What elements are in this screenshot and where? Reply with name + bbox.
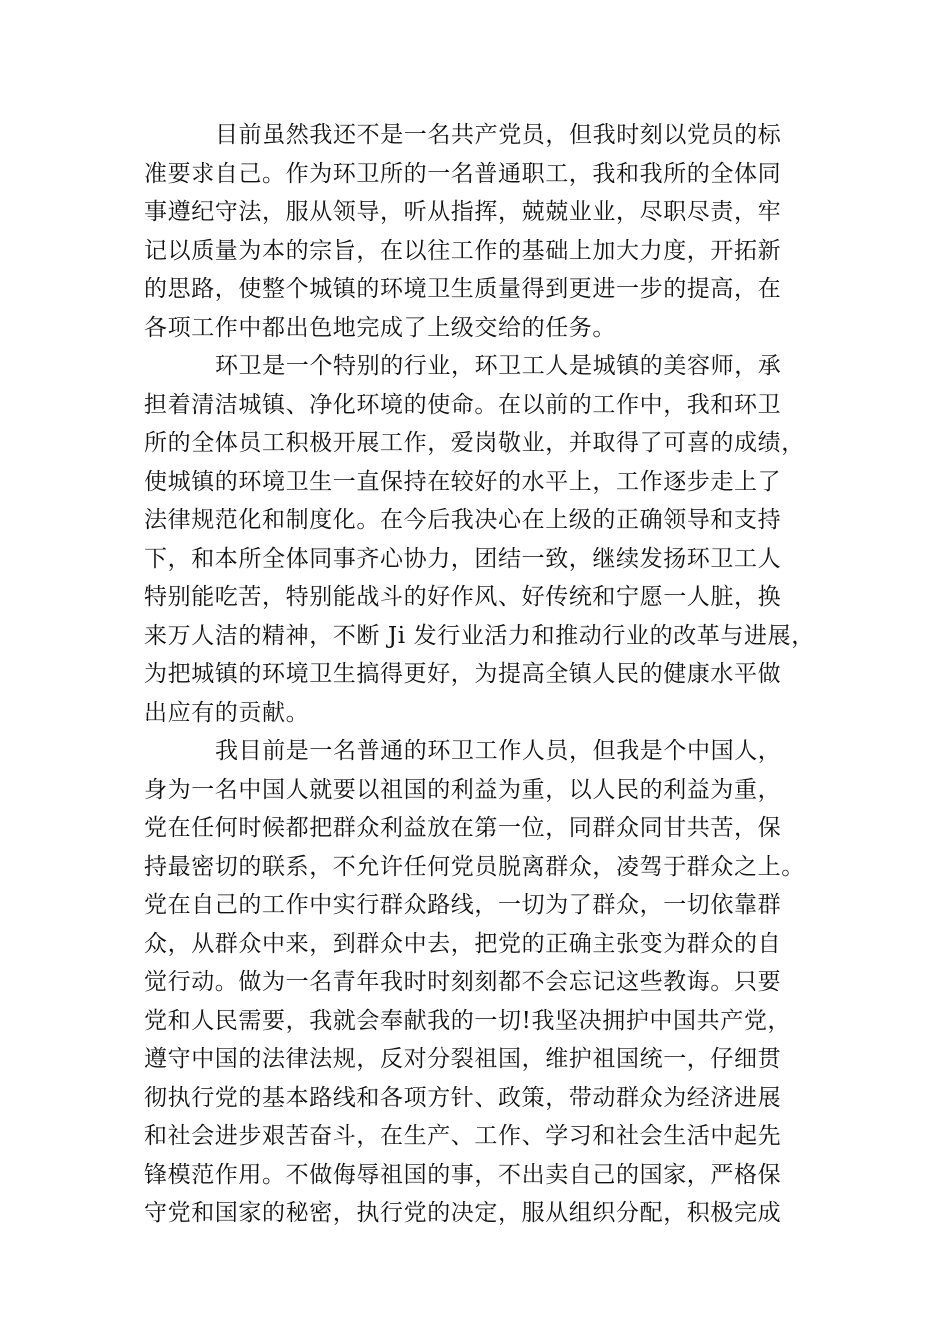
text-line: 党在任何时候都把群众利益放在第一位，同群众同甘共苦，保	[144, 815, 782, 841]
text-line: 记以质量为本的宗旨，在以往工作的基础上加大力度，开拓新	[144, 237, 782, 264]
text-line: 党和人民需要，我就会奉献我的一切!我坚决拥护中国共产党，	[144, 1007, 792, 1034]
text-line: 目前虽然我还不是一名共产党员，但我时刻以党员的标	[215, 122, 782, 148]
text-line: 担着清洁城镇、净化环境的使命。在以前的工作中，我和环卫	[144, 391, 782, 418]
text-line: 觉行动。做为一名青年我时时刻刻都不会忘记这些教诲。只要	[144, 969, 782, 995]
text-line: 准要求自己。作为环卫所的一名普通职工，我和我所的全体同	[144, 160, 782, 187]
text-line: 党在自己的工作中实行群众路线，一切为了群众，一切依靠群	[144, 892, 782, 918]
text-line: 守党和国家的秘密，执行党的决定，服从组织分配，积极完成	[144, 1200, 782, 1226]
text-line: 出应有的贡献。	[144, 699, 310, 726]
text-line: 法律规范化和制度化。在今后我决心在上级的正确领导和支持	[144, 507, 782, 533]
document-body	[144, 116, 816, 1233]
text-line: 下，和本所全体同事齐心协力，团结一致，继续发扬环卫工人	[144, 545, 782, 572]
paragraph-1	[144, 116, 816, 347]
text-line: 持最密切的联系，不允许任何党员脱离群众，凌驾于群众之上。	[144, 853, 805, 880]
text-line: 各项工作中都出色地完成了上级交给的任务。	[144, 314, 616, 341]
text-line: 的思路，使整个城镇的环境卫生质量得到更进一步的提高，在	[144, 276, 782, 302]
text-line: 遵守中国的法律法规，反对分裂祖国，维护祖国统一，仔细贯	[144, 1046, 782, 1072]
text-line: 众，从群众中来，到群众中去，把党的正确主张变为群众的自	[144, 930, 782, 957]
paragraph-2	[144, 347, 816, 732]
text-line: 锋模范作用。不做侮辱祖国的事，不出卖自己的国家，严格保	[144, 1161, 782, 1188]
text-line: 所的全体员工积极开展工作，爱岗敬业，并取得了可喜的成绩，	[144, 430, 805, 456]
text-line: 来万人洁的精神，不断 Ji 发行业活力和推动行业的改革与进展，	[144, 622, 815, 649]
text-line: 我目前是一名普通的环卫工作人员，但我是个中国人，	[215, 738, 782, 764]
paragraph-3	[144, 732, 816, 1233]
text-line: 使城镇的环境卫生一直保持在较好的水平上，工作逐步走上了	[144, 468, 782, 495]
text-line: 为把城镇的环境卫生搞得更好，为提高全镇人民的健康水平做	[144, 661, 782, 687]
text-line: 环卫是一个特别的行业，环卫工人是城镇的美容师，承	[215, 353, 782, 379]
text-line: 彻执行党的基本路线和各项方针、政策，带动群众为经济进展	[144, 1084, 782, 1111]
text-line: 和社会进步艰苦奋斗，在生产、工作、学习和社会生活中起先	[144, 1123, 782, 1149]
text-line: 事遵纪守法，服从领导，听从指挥，兢兢业业，尽职尽责，牢	[144, 199, 782, 225]
text-line: 特别能吃苦，特别能战斗的好作风、好传统和宁愿一人脏，换	[144, 584, 782, 610]
text-line: 身为一名中国人就要以祖国的利益为重，以人民的利益为重，	[144, 776, 782, 803]
